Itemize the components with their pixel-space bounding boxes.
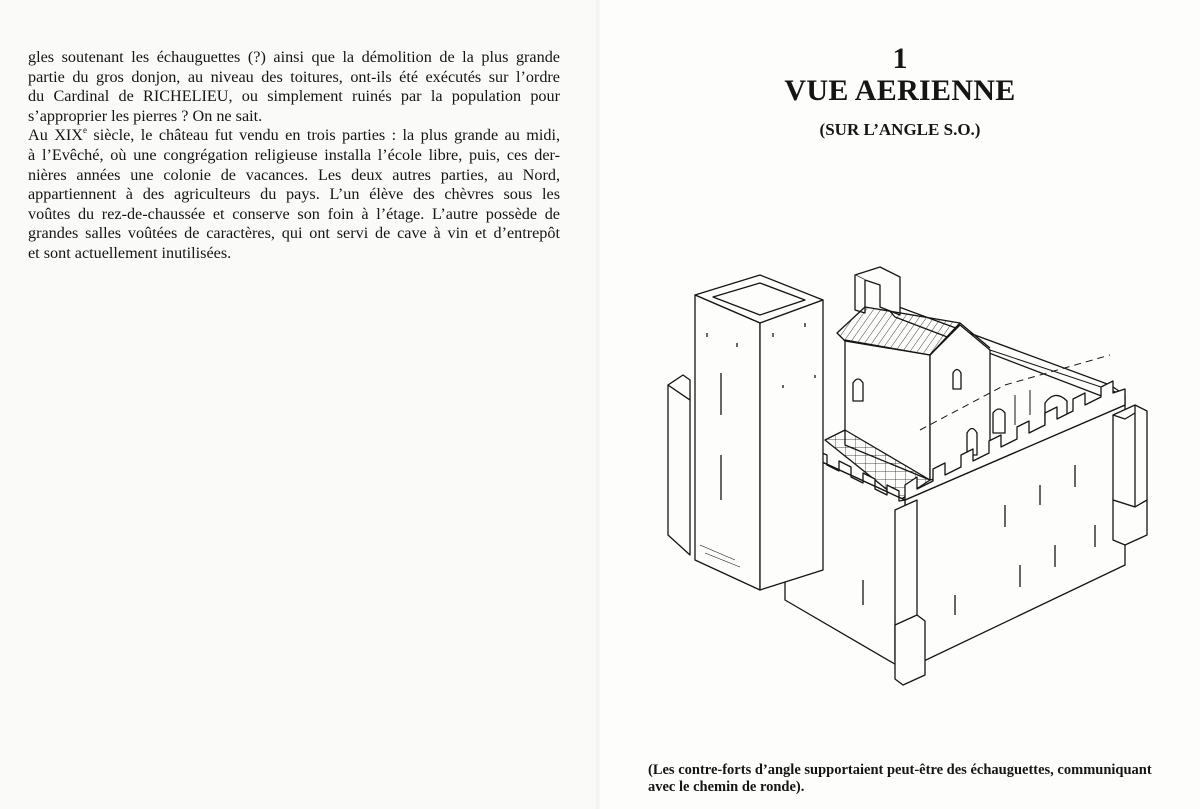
text-line: grandes salles voûtées de caractères, qui ont servi de cave à vin et d’entrepôt bbox=[28, 224, 560, 243]
century-label: Au XIX bbox=[28, 126, 83, 145]
text-line: s’approprier les pierres ? On ne sait. bbox=[28, 106, 263, 125]
text-line: voûtes du rez-de-chaussée et conserve son foin à l’étage. L’autre possède de bbox=[28, 204, 560, 223]
plate-caption bbox=[648, 762, 1158, 796]
text-line: à l’Evêché, où une congrégation religieuse installa l’école libre, puis, ces der- bbox=[28, 145, 560, 164]
text-line-with-superscript bbox=[28, 126, 560, 146]
paragraph-1 bbox=[28, 48, 560, 126]
text-line: partie du gros donjon, au niveau des toitures, ont-ils été exécutés sur l’ordre bbox=[28, 67, 560, 86]
plate-title: VUE AERIENNE bbox=[784, 74, 1016, 107]
castle-aerial-drawing bbox=[655, 255, 1165, 695]
left-page bbox=[0, 0, 598, 809]
caption-line: avec le chemin de ronde). bbox=[648, 779, 805, 795]
text-line: appartiennent à des agriculteurs du pays. L’un élève des chèvres sous les bbox=[28, 185, 560, 204]
plate-subtitle: (SUR L’ANGLE S.O.) bbox=[819, 120, 981, 139]
text-line-rest: siècle, le château fut vendu en trois parties : la plus grande au midi, bbox=[87, 126, 560, 145]
paragraph-2 bbox=[28, 126, 560, 263]
text-line: nières années une colonie de vacances. Les deux autres parties, au Nord, bbox=[28, 165, 560, 184]
plate-number: 1 bbox=[892, 42, 908, 75]
superscript-e: e bbox=[83, 125, 87, 136]
body-text bbox=[28, 48, 560, 264]
caption-line: (Les contre-forts d’angle supportaient peut-être des échauguettes, communiquant bbox=[648, 762, 1152, 778]
text-line: gles soutenant les échauguettes (?) ainsi que la démolition de la plus grande bbox=[28, 48, 560, 66]
text-line: et sont actuellement inutilisées. bbox=[28, 243, 232, 262]
text-line: du Cardinal de RICHELIEU, ou simplement ruinés par la population pour bbox=[28, 87, 560, 106]
